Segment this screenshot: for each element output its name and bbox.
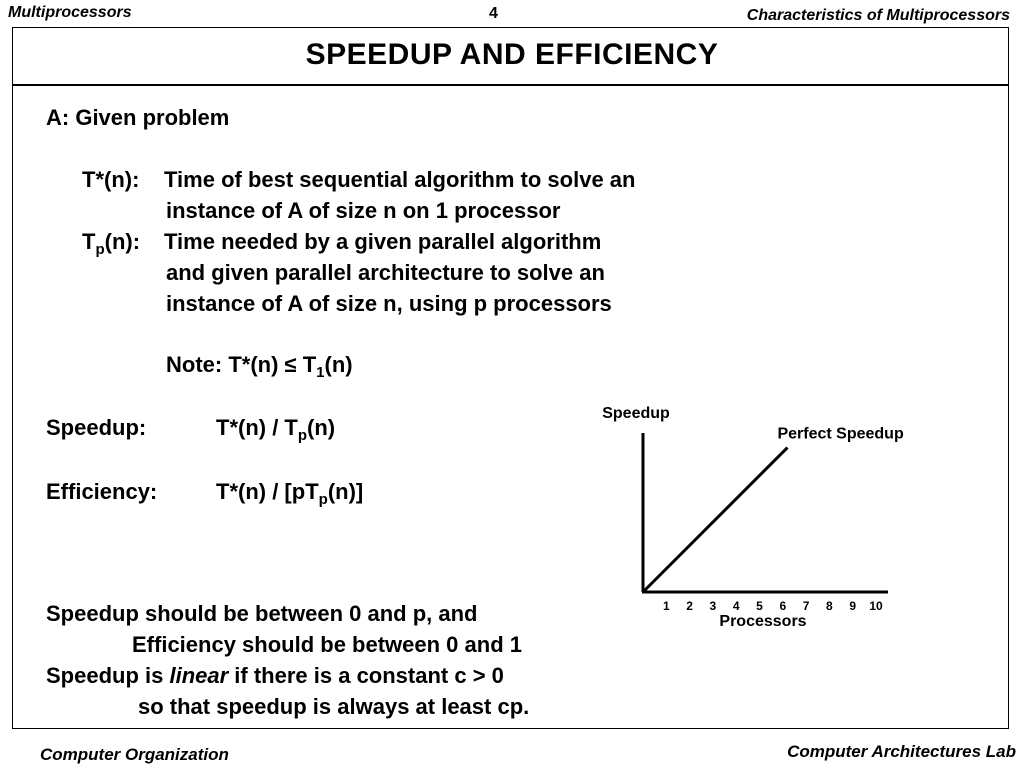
footer-left: Computer Organization xyxy=(40,745,229,764)
note-sub: 1 xyxy=(316,364,325,381)
x-tick-label: 6 xyxy=(779,599,787,613)
title-divider xyxy=(12,84,1009,86)
note-line xyxy=(166,352,353,381)
conclusion-line2: Efficiency should be between 0 and 1 xyxy=(132,632,522,657)
speedup-formula-a: T*(n) / T xyxy=(216,415,298,440)
x-tick-label: 4 xyxy=(732,599,740,613)
efficiency-formula-sub: p xyxy=(318,491,328,508)
tstar-line2: instance of A of size n on 1 processor xyxy=(166,198,561,223)
series-label: Perfect Speedup xyxy=(777,425,904,443)
x-tick-label: 7 xyxy=(802,599,810,613)
problem-line: A: Given problem xyxy=(46,105,230,130)
tstar-label: T*(n): xyxy=(82,167,140,192)
tp-label-rest: (n): xyxy=(104,229,141,254)
page-number: 4 xyxy=(489,5,498,22)
efficiency-label: Efficiency: xyxy=(46,479,158,504)
x-tick-label: 5 xyxy=(756,599,763,613)
conclusion-line3 xyxy=(46,663,504,689)
tstar-line1: Time of best sequential algorithm to solve an xyxy=(164,167,636,192)
efficiency-formula xyxy=(216,479,364,508)
tp-label-sub: p xyxy=(95,241,105,258)
speedup-formula-b: (n) xyxy=(307,415,336,440)
speedup-chart xyxy=(580,395,910,640)
tick-layer xyxy=(663,599,883,613)
x-tick-label: 10 xyxy=(869,599,883,613)
header-left: Multiprocessors xyxy=(8,4,132,21)
speedup-formula xyxy=(216,415,336,444)
tp-label xyxy=(82,229,141,258)
speedup-formula-sub: p xyxy=(297,427,308,444)
x-tick-label: 2 xyxy=(686,599,693,613)
conclusion-line4: so that speedup is always at least cp. xyxy=(138,694,530,719)
x-tick-label: 9 xyxy=(849,599,857,613)
x-axis-label: Processors xyxy=(719,613,807,630)
x-tick-label: 8 xyxy=(826,599,833,613)
footer-right: Computer Architectures Lab xyxy=(787,742,1016,761)
series-layer xyxy=(643,426,904,592)
speedup-label: Speedup: xyxy=(46,415,147,440)
conclusion3-em: linear xyxy=(169,663,229,688)
note-prefix: Note: T*(n) ≤ T xyxy=(166,352,317,377)
tp-line3: instance of A of size n, using p processors xyxy=(166,291,612,316)
conclusion-line1: Speedup should be between 0 and p, and xyxy=(46,601,478,626)
x-tick-label: 3 xyxy=(709,599,717,613)
note-suffix: (n) xyxy=(324,352,353,377)
tp-label-t: T xyxy=(82,229,96,254)
slide-title: SPEEDUP AND EFFICIENCY xyxy=(305,38,719,71)
conclusion3-a: Speedup is xyxy=(46,663,170,688)
tp-line1: Time needed by a given parallel algorithm xyxy=(164,229,602,254)
header-right: Characteristics of Multiprocessors xyxy=(746,7,1010,24)
efficiency-formula-a: T*(n) / [pT xyxy=(216,479,319,504)
tp-line2: and given parallel architecture to solve an xyxy=(166,260,605,285)
conclusion3-b: if there is a constant c > 0 xyxy=(228,663,504,688)
y-axis-label: Speedup xyxy=(602,405,670,422)
efficiency-formula-b: (n)] xyxy=(327,479,364,504)
perfect-speedup-line xyxy=(643,448,787,592)
x-tick-label: 1 xyxy=(662,599,670,613)
